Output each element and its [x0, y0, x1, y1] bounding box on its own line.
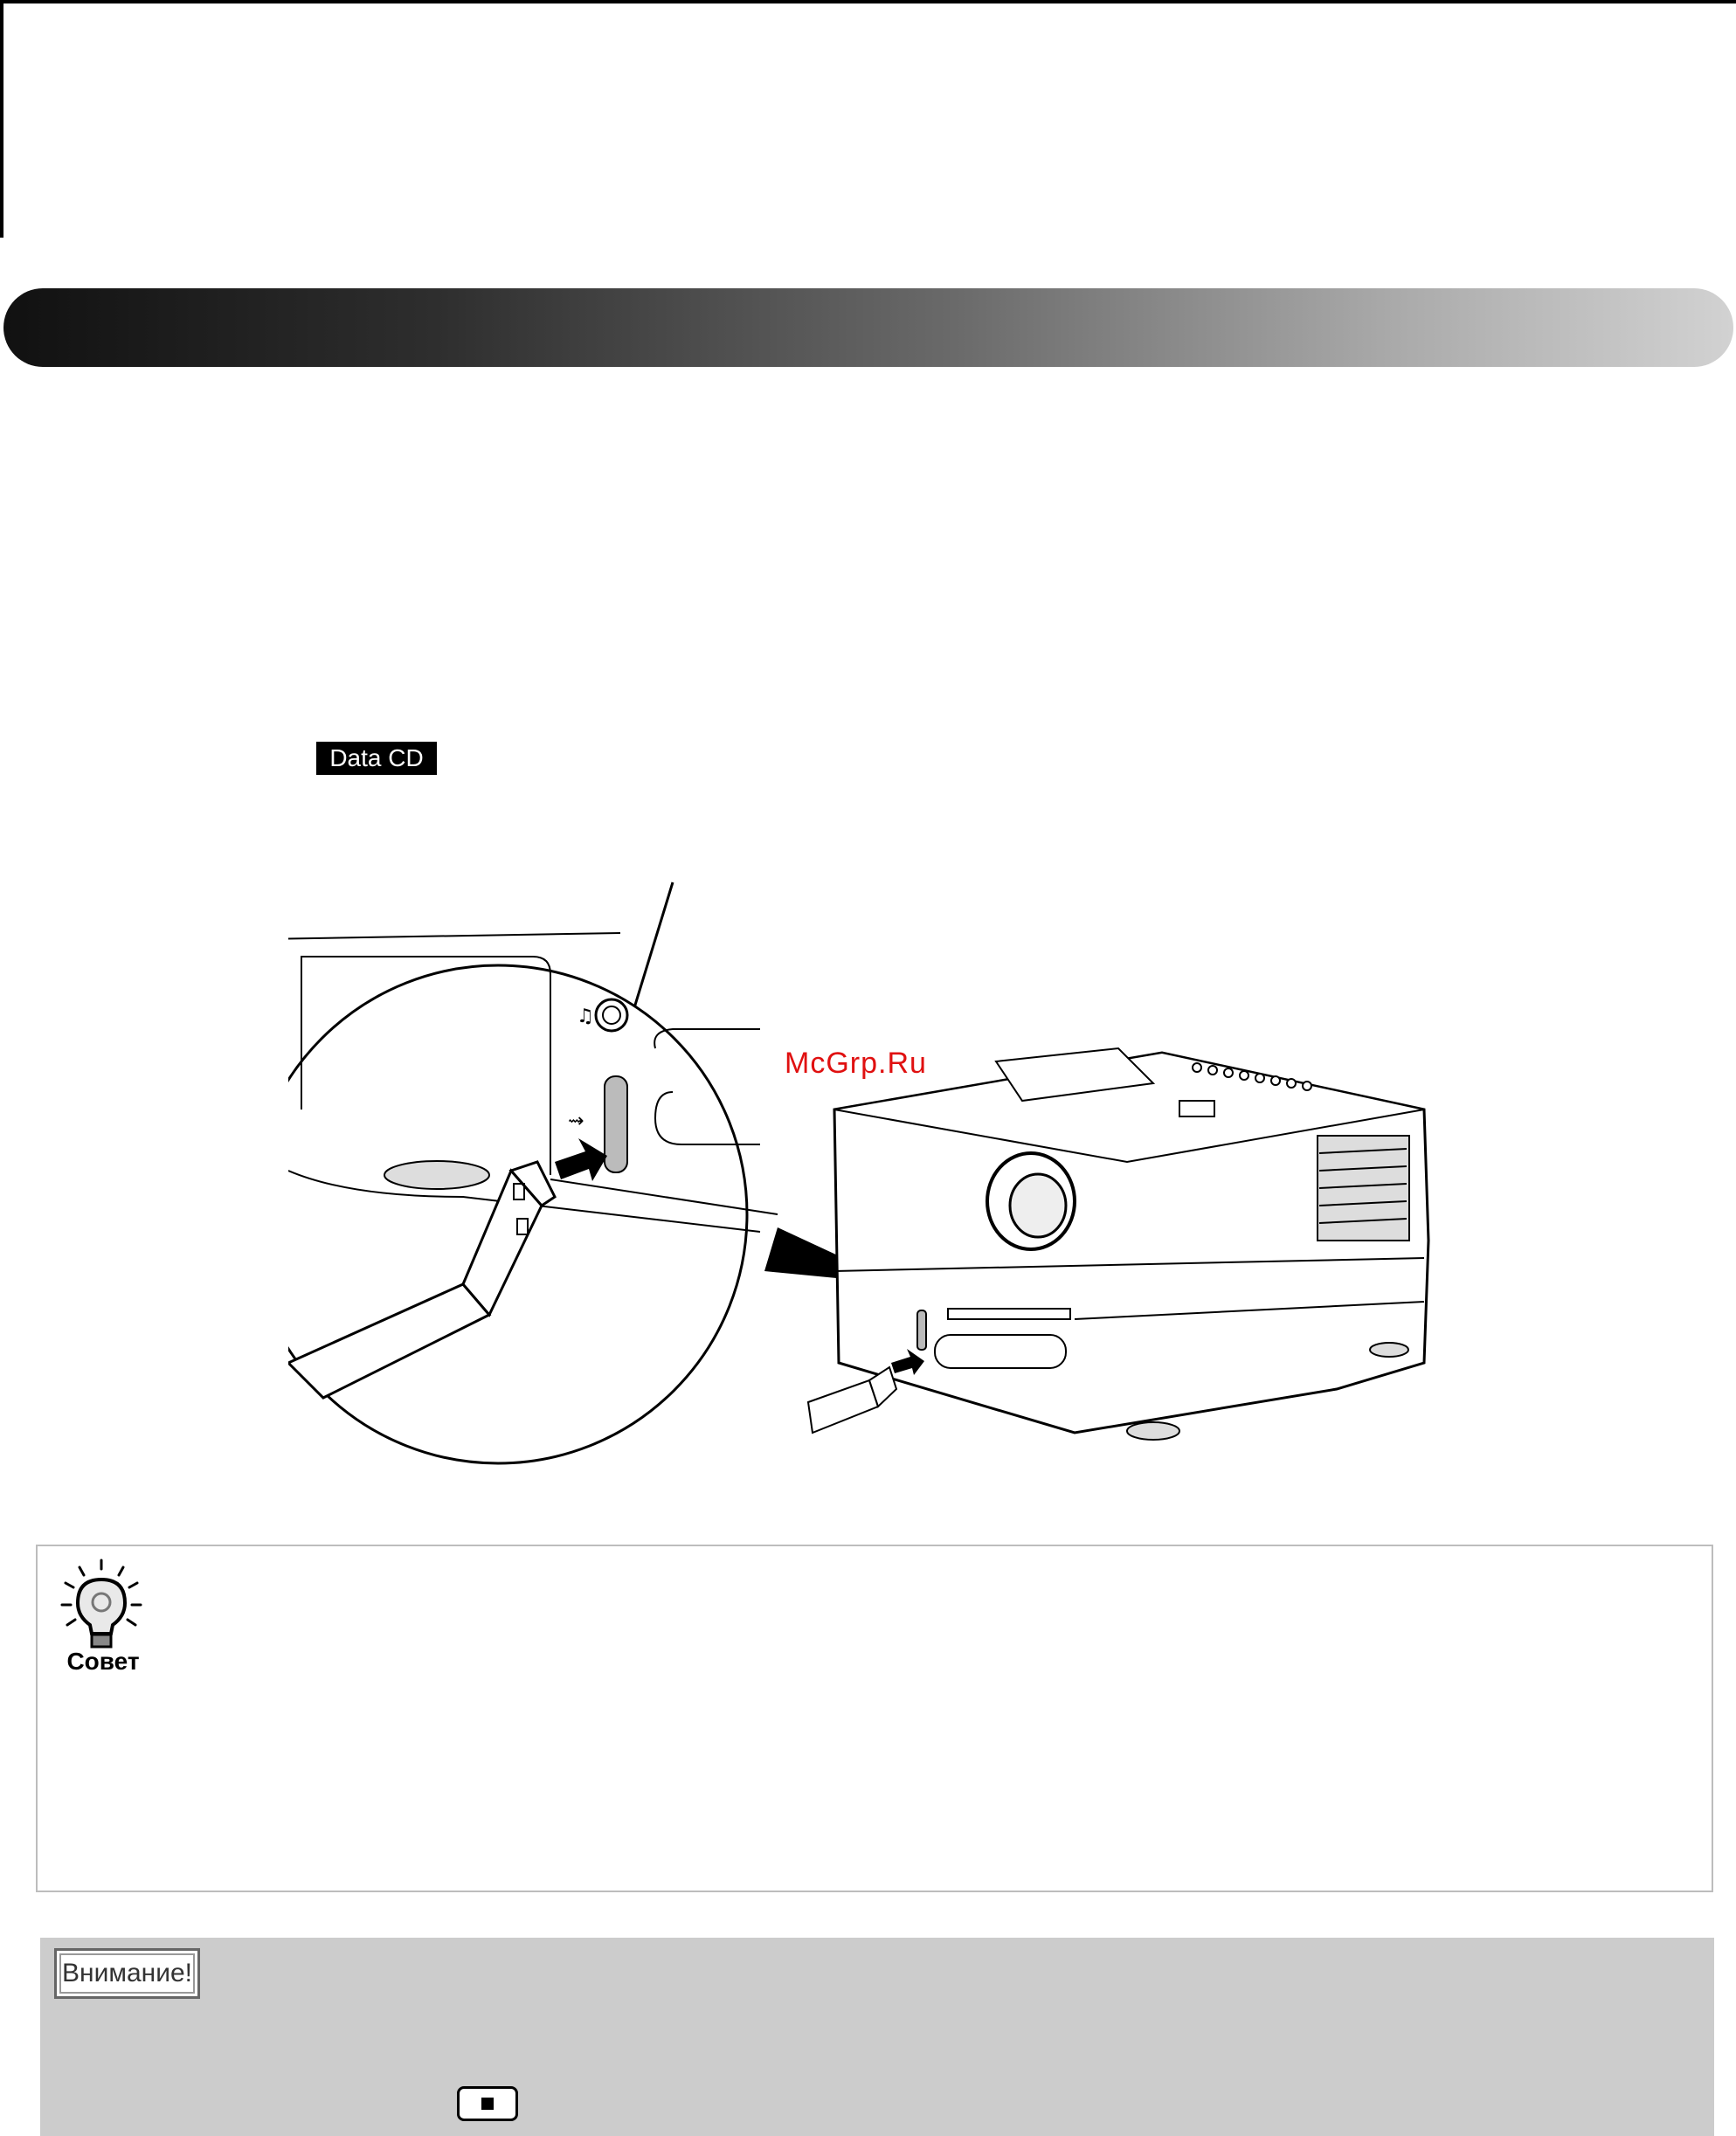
- stop-button: [457, 2086, 518, 2121]
- svg-text:♫: ♫: [577, 1006, 594, 1027]
- section-heading-bar: [3, 288, 1733, 367]
- stop-icon: [481, 2098, 494, 2110]
- page-border-top: [0, 0, 1736, 3]
- caution-box: [40, 1938, 1714, 2136]
- data-cd-badge: Data CD: [316, 742, 437, 775]
- svg-text:⇝: ⇝: [568, 1110, 584, 1132]
- small-usb-drive: [808, 1367, 896, 1433]
- tip-box: [36, 1545, 1713, 1892]
- lightbulb-icon: [53, 1557, 149, 1653]
- caution-label: Внимание!: [54, 1948, 200, 1999]
- page-border-left: [0, 0, 3, 238]
- usb-insertion-illustration: [288, 874, 1442, 1468]
- watermark-text: McGrp.Ru: [785, 1047, 927, 1080]
- tip-label: Совет: [66, 1648, 140, 1675]
- projector-device: [834, 1048, 1428, 1440]
